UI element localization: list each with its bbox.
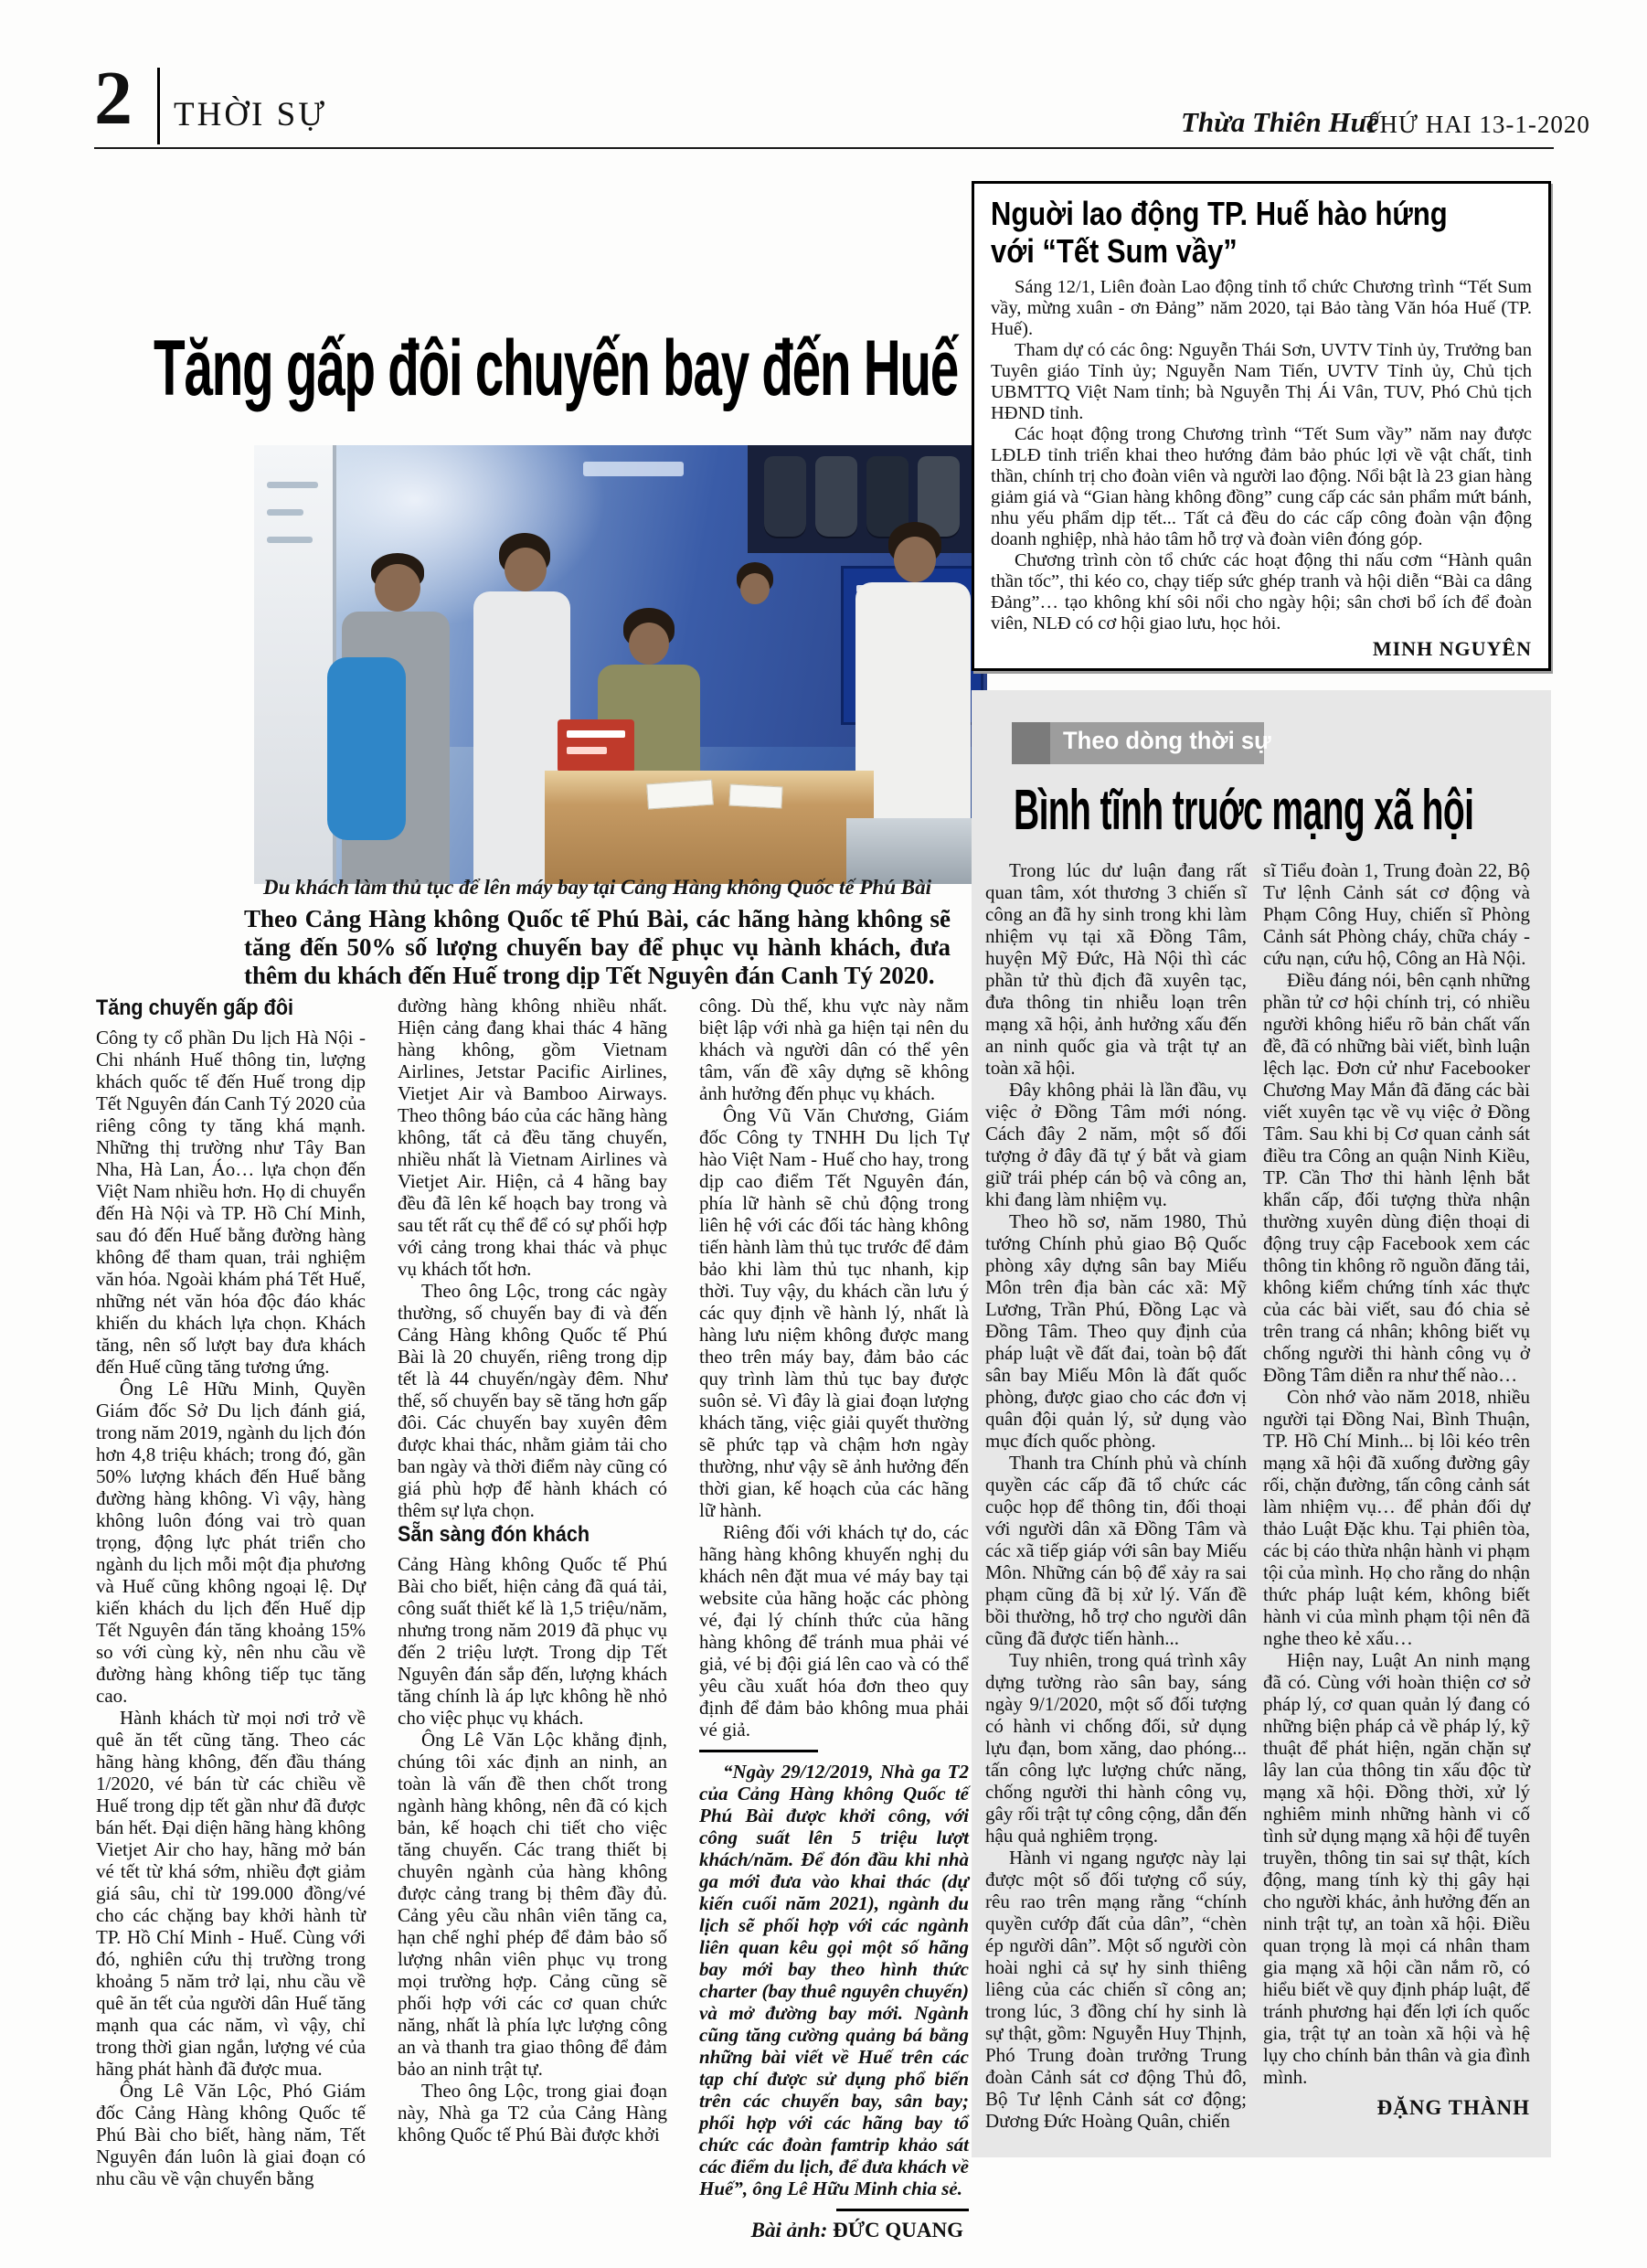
photo-garment xyxy=(815,456,857,537)
paragraph: Tuy nhiên, trong quá trình xây dựng tường rào sân bay, sáng ngày 9/1/2020, một số đối tượng có hành vi chống đối, sử dụng lựu đạn, bom xăng, dao phóng... tấn công lực lượng chức năng, chống người thi hành công vụ, gây rối trật tự công cộng, dẫn đến hậu quả nghiêm trọng. xyxy=(985,1649,1247,1847)
author-byline: ĐẶNG THÀNH xyxy=(1376,2096,1530,2119)
photo-banner-text xyxy=(267,509,303,516)
photo-rollup-banner xyxy=(254,445,336,884)
paragraph: Trong lúc dư luận đang rất quan tâm, xót thương 3 chiến sĩ công an đã hy sinh trong khi làm nhiệm vụ tại xã Đồng Tâm, huyện Mỹ Đức, Hà Nội thì các phần tử thù địch đã xuyên tạc, đưa thông tin nhiễu loạn trên mạng xã hội, ảnh hưởng xấu đến an ninh quốc gia và trật tự an toàn xã hội. xyxy=(985,859,1247,1079)
paragraph: Riêng đối với khách tự do, các hãng hàng không khuyến nghị du khách nên đặt mua vé máy bay tại website của hãng hoặc các phòng vé, đại lý chính thức của hãng hàng không để tránh mua phải vé giả, vé bị đội giá lên cao và có thể yêu cầu xuất hóa đơn theo quy định để đảm bảo không mua phải vé giả. xyxy=(699,1521,969,1741)
photo-banner-text xyxy=(267,482,318,488)
paragraph: sĩ Tiểu đoàn 1, Trung đoàn 22, Bộ Tư lệnh Cảnh sát cơ động và Phạm Công Huy, chiến sĩ Phòng Cảnh sát Phòng cháy, chữa cháy - cứu nạn, cứu hộ, Công an Hà Nội. xyxy=(1263,859,1530,969)
paragraph: Theo ông Lộc, trong các ngày thường, số chuyến bay đi và đến Cảng Hàng không Quốc tế Phú Bài là 20 chuyến, riêng trong dịp tết là 44 chuyến/ngày đêm. Như thế, số chuyến bay sẽ tăng hơn gấp đôi. Các chuyến bay xuyên đêm được khai thác, nhằm giảm tải cho ban ngày và thời điểm này cũng có giá phù hợp để hành khách có thêm sự lựa chọn. xyxy=(398,1280,667,1521)
box-title-line2: với “Tết Sum vầy” xyxy=(991,232,1238,270)
photo-baggage-belt xyxy=(846,818,987,884)
photo-staff-head xyxy=(740,573,770,604)
masthead-divider xyxy=(157,68,160,144)
photo-documents xyxy=(728,783,782,808)
page-number: 2 xyxy=(94,56,133,141)
credit-name: ĐỨC QUANG xyxy=(833,2219,963,2241)
paragraph: Ông Lê Văn Lộc khẳng định, chúng tôi xác định an ninh, an toàn là vấn đề then chốt trong ngành hàng không, nên đã có kịch bản, kế hoạch chi tiết cho việc tăng chuyến. Các trang thiết bị chuyên ngành của hàng không được cảng trang bị thêm đầy đủ. Cảng yêu cầu nhân viên tăng ca, hạn chế nghỉ phép để đảm bảo số lượng nhân viên phục vụ trong mọi trường hợp. Cảng cũng sẽ phối hợp với các cơ quan chức năng, nhất là phía lực lượng công an và thanh tra giao thông để đảm bảo an ninh trật tự. xyxy=(398,1729,667,2080)
paragraph: Sáng 12/1, Liên đoàn Lao động tỉnh tổ chức Chương trình “Tết Sum vầy, mừng xuân - ơn Đảng” năm 2020, tại Bảo tàng Văn hóa Huế (TP. Huế). xyxy=(991,277,1532,339)
paragraph: Theo ông Lộc, trong giai đoạn này, Nhà ga T2 của Cảng Hàng không Quốc tế Phú Bài được khởi xyxy=(398,2080,667,2146)
photo-right-passenger-head xyxy=(894,537,936,582)
credit-label: Bài ảnh: xyxy=(750,2219,834,2241)
opinion-column-1 xyxy=(985,859,1247,2132)
paragraph: Ông Lê Văn Lộc, Phó Giám đốc Cảng Hàng không Quốc tế Phú Bài cho biết, hàng năm, Tết Nguyên đán luôn là giai đoạn có nhu cầu về vận chuyển bằng xyxy=(96,2080,366,2189)
photo-red-sign xyxy=(558,719,634,772)
photo-backpack xyxy=(327,657,406,840)
separator-rule xyxy=(836,2209,969,2211)
photo-garment xyxy=(764,456,806,537)
article-column-1 xyxy=(96,995,366,2189)
photo-banner-text xyxy=(267,537,313,543)
photo-traveler-head xyxy=(375,564,420,612)
paragraph: Hiện nay, Luật An ninh mạng đã có. Cùng với hoàn thiện cơ sở pháp lý, cơ quan quản lý đang có những biện pháp cả về pháp lý, kỹ thuật để phát hiện, ngăn chặn sự lây lan của thông tin xấu độc từ mạng xã hội. Đồng thời, xử lý nghiêm minh những hành vi cố tình sử dụng mạng xã hội để tuyên truyền, thông tin sai sự thật, kích động, mang tính kỳ thị gây hại cho người khác, ảnh hưởng đến an ninh trật tự, an toàn xã hội. Điều quan trọng là mọi cá nhân tham gia mạng xã hội cần nắm rõ, có hiểu biết về quy định pháp luật, để tránh phương hại đến lợi ích quốc gia, trật tự an toàn xã hội và hệ lụy cho chính bản thân và gia đình mình. xyxy=(1263,1649,1530,2088)
paragraph: Công ty cổ phần Du lịch Hà Nội - Chi nhánh Huế thông tin, lượng khách quốc tế đến Huế trong dịp Tết Nguyên đán Canh Tý 2020 của riêng công ty tăng khá mạnh. Những thị trường như Tây Ban Nha, Hà Lan, Áo… lựa chọn đến Việt Nam nhiều hơn. Họ di chuyển đến Hà Nội và TP. Hồ Chí Minh, sau đó đến Huế bằng đường hàng không để tham quan, trải nghiệm văn hóa. Ngoài khám phá Tết Huế, những nét văn hóa độc đáo khác khiến du khách lựa chọn. Khách tăng, nên số lượt bay đưa khách đến Huế cũng tăng tương ứng. xyxy=(96,1027,366,1378)
masthead-rule xyxy=(94,147,1554,149)
photo-documents xyxy=(646,780,714,810)
article-column-2 xyxy=(398,995,667,2146)
main-headline: Tăng gấp đôi chuyến bay đến Huế xyxy=(154,325,958,412)
photo-agent-head xyxy=(629,623,669,665)
paragraph: Ông Lê Hữu Minh, Quyền Giám đốc Sở Du lịch đánh giá, trong năm 2019, ngành du lịch đón hơn 4,8 triệu khách; trong đó, gần 50% lượng khách đến Huế bằng đường hàng không. Vì vậy, hàng không luôn đóng vai trò quan trọng, động lực phát triển cho ngành du lịch mỗi một địa phương và Huế cũng không ngoại lệ. Dự kiến khách du lịch đến Huế dịp Tết Nguyên đán tăng khoảng 15% so với cùng kỳ, nên nhu cầu về đường hàng không tiếp tục tăng cao. xyxy=(96,1378,366,1707)
kicker-banner xyxy=(1012,722,1271,764)
subheading: Tăng chuyến gấp đôi xyxy=(96,996,294,1020)
article-column-3 xyxy=(699,995,969,2241)
opinion-headline: Bình tĩnh truớc mạng xã hội xyxy=(1014,779,1474,842)
issue-date: THỨ HAI 13-1-2020 xyxy=(1364,111,1590,138)
kicker-label: Theo dòng thời sự xyxy=(1063,727,1271,754)
author-byline: MINH NGUYÊN xyxy=(1372,637,1532,660)
paragraph: Hành khách từ mọi nơi trở về quê ăn tết cũng tăng. Theo các hãng hàng không, đến đầu tháng 1/2020, vé bán từ các chiều về Huế trong dịp tết gần như đã được bán hết. Đại diện hãng hàng không Vietjet Air cho hay, hãng mở bán vé tết từ khá sớm, nhiều đợt giảm giá sâu, chỉ từ 199.000 đồng/vé cho các chặng bay khởi hành từ TP. Hồ Chí Minh - Huế. Cùng với đó, nghiên cứu thị trường trong khoảng 5 năm trở lại, nhu cầu về quê ăn tết của người dân Huế tăng mạnh qua các năm, vì vậy, chỉ trong thời gian ngắn, lượng vé của hãng phát hành đã được mua. xyxy=(96,1707,366,2080)
paragraph: Còn nhớ vào năm 2018, nhiều người tại Đồng Nai, Bình Thuận, TP. Hồ Chí Minh... bị lôi kéo trên mạng xã hội đã xuống đường gây rối, chặn đường, tấn công cảnh sát làm nhiệm vụ… để phản đối dự thảo Luật Đặc khu. Tại phiên tòa, các bị cáo thừa nhận hành vi phạm tội của mình. Họ cho rằng do nhận thức pháp luật kém, không biết hành vi của mình phạm tội nên đã nghe theo kẻ xấu… xyxy=(1263,1386,1530,1649)
paragraph: Thanh tra Chính phủ và chính quyền các cấp đã tổ chức các cuộc họp để thông tin, đối thoại với người dân xã Đồng Tâm và các xã tiếp giáp với sân bay Miếu Môn. Những cán bộ để xảy ra sai phạm cũng đã bị xử lý. Vấn đề bồi thường, hỗ trợ cho người dân cũng đã được tiến hành... xyxy=(985,1452,1247,1649)
paragraph: Chương trình còn tổ chức các hoạt động thi nấu cơm “Hành quân thần tốc”, thi kéo co, chạy tiếp sức ghép tranh và hội diễn “Bài ca dâng Đảng”… tạo không khí sôi nổi cho ngày hội; sân chơi bổ ích để đoàn viên, NLĐ có cơ hội giao lưu, học hỏi. xyxy=(991,550,1532,634)
paragraph: Điều đáng nói, bên cạnh những phần tử cơ hội chính trị, có nhiều người không hiểu rõ bản chất vấn đề, đã có những bài viết, bình luận lệch lạc. Đơn cử như Facebooker Chương May Mắn đã đăng các bài viết xuyên tạc về vụ việc ở Đồng Tâm. Sau khi bị Cơ quan cảnh sát điều tra Công an quận Ninh Kiều, TP. Cần Thơ thi hành lệnh bắt khẩn cấp, đối tượng thừa nhận thường xuyên dùng điện thoại di động truy cập Facebook xem các thông tin không rõ nguồn đăng tải, không kiểm chứng tính xác thực của các bài viết, sau đó chia sẻ trên trang cá nhân; không biết vụ chống người thi hành công vụ ở Đồng Tâm diễn ra như thế nào… xyxy=(1263,969,1530,1386)
paragraph: Đây không phải là lần đầu, vụ việc ở Đồng Tâm mới nóng. Cách đây 2 năm, một số đối tượng ở đây đã tự ý bắt và giam giữ trái phép cán bộ và công an, khi đang làm nhiệm vụ. xyxy=(985,1079,1247,1210)
separator-rule xyxy=(699,1750,818,1752)
paragraph: Cảng Hàng không Quốc tế Phú Bài cho biết, hiện cảng đã quá tải, công suất thiết kế là 1,5 triệu/năm, nhưng trong năm 2019 đã phục vụ đến 2 triệu lượt. Trong dịp Tết Nguyên đán sắp đến, lượng khách tăng chính là áp lực không hề nhỏ cho việc phục vụ khách. xyxy=(398,1553,667,1729)
newspaper-brand: Thừa Thiên Huế xyxy=(1181,106,1379,138)
photo-passenger-head xyxy=(505,548,547,591)
article-lede: Theo Cảng Hàng không Quốc tế Phú Bài, các hãng hàng không sẽ tăng đến 50% số lượng chuyến bay để phục vụ hành khách, đưa thêm du khách đến Huế trong dịp Tết Nguyên đán Canh Tý 2020. xyxy=(244,905,951,989)
box-body xyxy=(991,277,1532,659)
article-photo xyxy=(254,445,987,884)
kicker-banner-accent xyxy=(1012,722,1050,764)
opinion-column-2 xyxy=(1263,859,1530,2119)
paragraph: Các hoạt động trong Chương trình “Tết Sum vầy” năm nay được LĐLĐ tỉnh triển khai theo hướng đảm bảo phúc lợi về vật chất, tinh thần, chính trị cho đoàn viên và người lao động. Nổi bật là 23 gian hàng giảm giá và “Gian hàng không đồng” cung cấp các sản phẩm mứt bánh, nhu yếu phẩm dịp tết... Tất cả đều do các cấp công đoàn vận động doanh nghiệp, nhà hảo tâm hỗ trợ và đoàn viên đóng góp. xyxy=(991,424,1532,549)
subheading: Sẵn sàng đón khách xyxy=(398,1522,590,1547)
photo-garment-rack xyxy=(748,445,987,553)
paragraph: đường hàng không nhiều nhất. Hiện cảng đang khai thác 4 hãng hàng không, gồm Vietnam Airlines, Jetstar Pacific Airlines, Vietjet Air và Bamboo Airways. Theo thông báo của các hãng hàng không, tất cả đều tăng chuyến, nhiều nhất là Vietnam Airlines và Vietjet Air. Hiện, cả 4 hãng bay đều đã lên kế hoạch bay trong và sau tết rất cụ thể để có sự phối hợp với cảng trong khai thác và phục vụ khách tốt hơn. xyxy=(398,995,667,1280)
box-title-line1: Nguời lao động TP. Huế hào hứng xyxy=(991,195,1448,232)
photo-credit xyxy=(699,2220,969,2241)
paragraph: Tham dự có các ông: Nguyễn Thái Sơn, UVTV Tỉnh ủy, Trưởng ban Tuyên giáo Tỉnh ủy; Nguyễn Nam Tiến, UVTV Tỉnh ủy, Chủ tịch UBMTTQ Việt Nam tỉnh; bà Nguyễn Thị Ái Vân, TUV, Phó Chủ tịch HĐND tỉnh. xyxy=(991,340,1532,423)
paragraph: Ông Vũ Văn Chương, Giám đốc Công ty TNHH Du lịch Tự hào Việt Nam - Huế cho hay, trong dịp cao điểm Tết Nguyên đán, phía lữ hành sẽ chủ động trong liên hệ với các đối tác hàng không tiến hành làm thủ tục trước để đảm bảo khi làm thủ tục nhanh, kịp thời. Tuy vậy, du khách cần lưu ý các quy định về hành lý, nhất là hàng lưu niệm không được mang theo trên máy bay, đảm bảo các quy trình làm thủ tục bay được suôn sẻ. Vì đây là giai đoạn lượng khách tăng, việc giải quyết thường sẽ phức tạp và chậm hơn ngày thường, như vậy sẽ ảnh hưởng đến thời gian, kế hoạch của các hãng lữ hành. xyxy=(699,1104,969,1521)
photo-caption: Du khách làm thủ tục để lên máy bay tại Cảng Hàng không Quốc tế Phú Bài xyxy=(263,876,931,899)
section-title: THỜI SỰ xyxy=(174,96,327,133)
quote-note: “Ngày 29/12/2019, Nhà ga T2 của Cảng Hàng không Quốc tế Phú Bài được khởi công, với công suất lên 5 triệu lượt khách/năm. Để đón đầu khi nhà ga mới đưa vào khai thác (dự kiến cuối năm 2021), ngành du lịch sẽ phối hợp với các ngành liên quan kêu gọi một số hãng bay mới bay theo hình thức charter (bay thuê nguyên chuyến) và mở đường bay mới. Ngành cũng tăng cường quảng bá bằng những bài viết về Huế trên các tạp chí được sử dụng phổ biến trên các chuyến bay, sân bay; phối hợp với các hãng bay tổ chức các đoàn famtrip khảo sát các điểm du lịch, để đưa khách về Huế”, ông Lê Hữu Minh chia sẻ. xyxy=(699,1761,969,2199)
paragraph: công. Dù thế, khu vực này nằm biệt lập với nhà ga hiện tại nên du khách và người dân có thể yên tâm, vấn đề xây dựng sẽ không ảnh hưởng đến phục vụ khách. xyxy=(699,995,969,1104)
tet-sum-vay-box xyxy=(972,181,1551,671)
opinion-section xyxy=(972,690,1551,2157)
paragraph: Hành vi ngang ngược này lại được một số đối tượng cổ súy, rêu rao trên mạng rằng “chính quyền cướp đất của dân”, “chèn ép người dân”. Một số người còn hoài nghi cả sự hy sinh thiêng liêng của các chiến sĩ công an; trong lúc, 3 đồng chí hy sinh là sự thật, gồm: Nguyễn Huy Thịnh, Phó Trung đoàn trưởng Trung đoàn Cảnh sát cơ động Thủ đô, Bộ Tư lệnh Cảnh sát cơ động; Dương Đức Hoàng Quân, chiến xyxy=(985,1847,1247,2132)
photo-wall-signage xyxy=(583,462,684,476)
paragraph: Theo hồ sơ, năm 1980, Thủ tướng Chính phủ giao Bộ Quốc phòng xây dựng sân bay Miếu Môn trên địa bàn các xã: Mỹ Lương, Trần Phú, Đồng Lạc và Đồng Tâm. Theo quy định của pháp luật về đất đai, toàn bộ đất sân bay Miếu Môn là đất quốc phòng, được giao cho các đơn vị quân đội quản lý, sử dụng vào mục đích quốc phòng. xyxy=(985,1210,1247,1452)
